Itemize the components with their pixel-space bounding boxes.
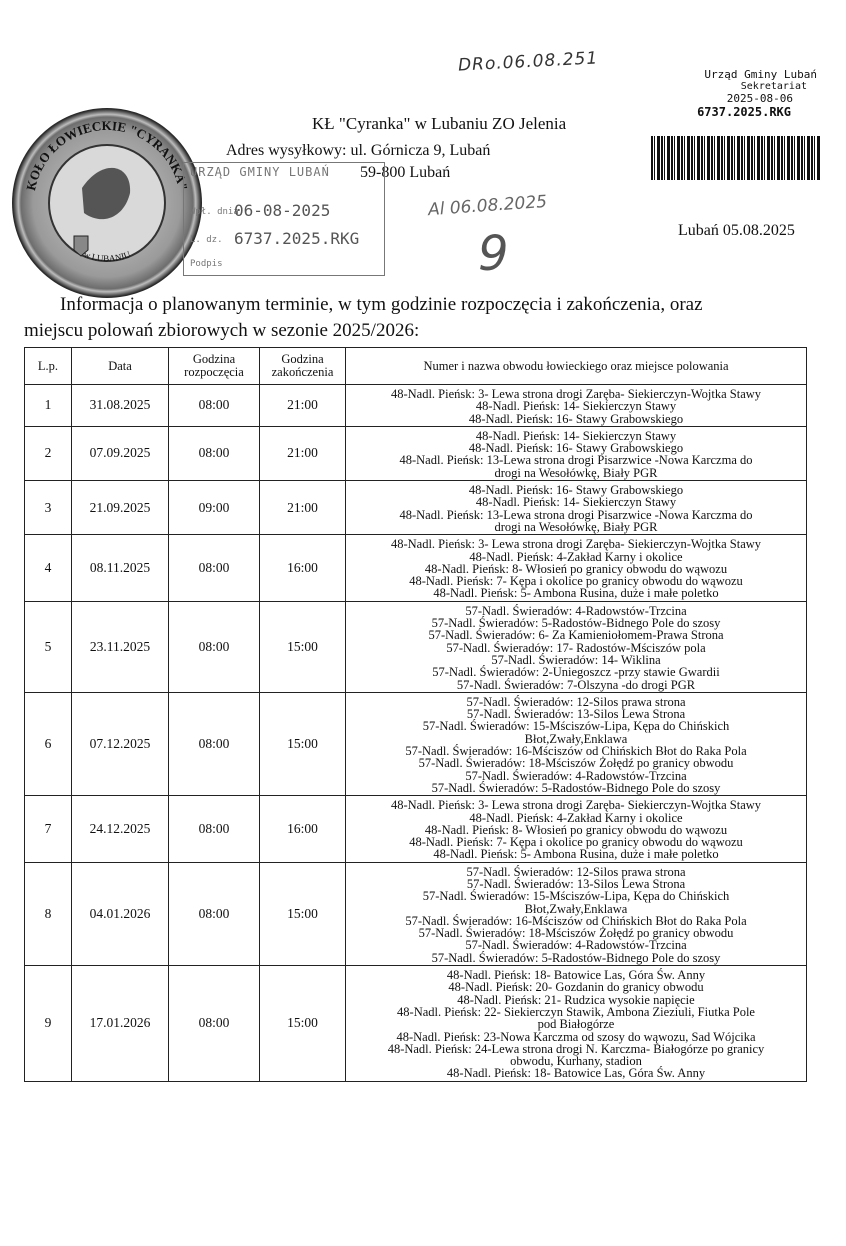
row-date: 17.01.2026	[72, 966, 169, 1082]
table-row	[25, 692, 807, 795]
row-end: 15:00	[260, 862, 346, 965]
row-end: 16:00	[260, 796, 346, 862]
registry-office: Urząd Gminy Lubań	[704, 68, 817, 81]
barcode	[651, 136, 821, 180]
table-body	[25, 385, 807, 1082]
location-line: 48-Nadl. Pieńsk: 16- Stawy Grabowskiego	[468, 411, 684, 426]
handwritten-received-note: Al 06.08.2025	[427, 191, 548, 221]
document-title	[24, 292, 824, 344]
location-line: 48-Nadl. Pieńsk: 14- Siekierczyn Stawy	[475, 428, 677, 443]
location-line: 48-Nadl. Pieńsk: 23-Nowa Karczma od szosy do wąwozu, Sad Wójcika	[396, 1029, 756, 1044]
row-lp: 9	[25, 966, 72, 1082]
row-lp: 3	[25, 481, 72, 535]
location-line: 48-Nadl. Pieńsk: 22- Siekierczyn Stawik, Ambona Zieziuli, Fiutka Pole	[397, 1004, 755, 1019]
row-start: 08:00	[169, 966, 260, 1082]
registry-number: 6737.2025.RKG	[697, 105, 791, 119]
location-line: 48-Nadl. Pieńsk: 4-Zakład Karny i okolice	[469, 549, 683, 564]
row-locations	[346, 966, 807, 1082]
location-line: 57-Nadl. Świeradów: 5-Radostów-Bidnego Pole do szosy	[431, 950, 721, 965]
title-line1: Informacja o planowanym terminie, w tym godzinie rozpoczęcia i zakończenia, oraz	[60, 294, 703, 315]
location-line: 57-Nadl. Świeradów: 5-Radostów-Bidnego Pole do szosy	[431, 780, 721, 795]
location-line: 57-Nadl. Świeradów: 7-Olszyna -do drogi PGR	[456, 677, 696, 692]
row-date: 07.12.2025	[72, 692, 169, 795]
row-date: 21.09.2025	[72, 481, 169, 535]
location-line: 48-Nadl. Pieńsk: 3- Lewa strona drogi Zaręba- Siekierczyn-Wojtka Stawy	[390, 387, 762, 401]
location-line: 48-Nadl. Pieńsk: 13-Lewa strona drogi Pisarzwice -Nowa Karczma do	[399, 507, 753, 522]
seal-ring-text	[12, 108, 202, 298]
row-date: 31.08.2025	[72, 385, 169, 427]
row-start: 08:00	[169, 426, 260, 480]
registry-date: 2025-08-06	[726, 92, 793, 105]
row-locations	[346, 692, 807, 795]
row-start: 08:00	[169, 862, 260, 965]
row-lp: 7	[25, 796, 72, 862]
registry-stamp	[637, 68, 817, 119]
row-start: 08:00	[169, 535, 260, 601]
hunting-club-seal	[12, 108, 202, 298]
location-line: 48-Nadl. Pieńsk: 16- Stawy Grabowskiego	[468, 441, 684, 456]
title-line2: miejscu polowań zbiorowych w sezonie 2025/2026:	[24, 320, 420, 341]
table-row	[25, 966, 807, 1082]
location-line: 48-Nadl. Pieńsk: 18- Batowice Las, Góra Św. Anny	[446, 968, 706, 983]
seal-top-text: KOŁO ŁOWIECKIE "CYRANKA"	[23, 117, 191, 192]
table-row	[25, 481, 807, 535]
row-start: 09:00	[169, 481, 260, 535]
row-lp: 5	[25, 601, 72, 692]
location-line: drogi na Wesołówkę, Biały PGR	[494, 519, 658, 534]
location-line: 48-Nadl. Pieńsk: 14- Siekierczyn Stawy	[475, 399, 677, 414]
table-row	[25, 535, 807, 601]
location-line: 48-Nadl. Pieńsk: 3- Lewa strona drogi Zaręba- Siekierczyn-Wojtka Stawy	[390, 537, 762, 552]
row-end: 15:00	[260, 692, 346, 795]
location-line: 57-Nadl. Świeradów: 16-Mściszów od Chińskich Błot do Raka Pola	[405, 913, 747, 928]
location-line: 57-Nadl. Świeradów: 18-Mściszów Żołędź po granicy obwodu	[418, 926, 734, 941]
row-end: 15:00	[260, 966, 346, 1082]
location-line: 57-Nadl. Świeradów: 18-Mściszów Żołędź po granicy obwodu	[418, 756, 734, 771]
table-row	[25, 426, 807, 480]
location-line: 48-Nadl. Pieńsk: 14- Siekierczyn Stawy	[475, 495, 677, 510]
entry-stamp-ldz-label: L. dz.	[190, 235, 223, 245]
row-locations	[346, 535, 807, 601]
header-date: Data	[72, 348, 169, 385]
row-lp: 4	[25, 535, 72, 601]
location-line: Błot,Zwały,Enklawa	[524, 731, 628, 746]
location-line: 48-Nadl. Pieńsk: 7- Kępa i okolice po granicy obwodu do wąwozu	[409, 835, 743, 850]
row-start: 08:00	[169, 796, 260, 862]
location-line: 48-Nadl. Pieńsk: 13-Lewa strona drogi Pisarzwice -Nowa Karczma do	[399, 453, 753, 468]
entry-stamp-ldz-value: 6737.2025.RKG	[234, 229, 360, 248]
location-line: 57-Nadl. Świeradów: 12-Silos prawa strona	[466, 864, 686, 879]
table-row	[25, 862, 807, 965]
location-line: drogi na Wesołówkę, Biały PGR	[494, 465, 658, 480]
location-line: Błot,Zwały,Enklawa	[524, 901, 628, 916]
location-line: 57-Nadl. Świeradów: 15-Mściszów-Lipa, Kępa do Chińskich	[422, 719, 730, 734]
location-line: 48-Nadl. Pieńsk: 8- Włosień po granicy obwodu do wąwozu	[424, 822, 728, 837]
location-line: 48-Nadl. Pieńsk: 3- Lewa strona drogi Zaręba- Siekierczyn-Wojtka Stawy	[390, 798, 762, 813]
table-row	[25, 385, 807, 427]
location-line: 48-Nadl. Pieńsk: 7- Kępa i okolice po granicy obwodu do wąwozu	[409, 574, 743, 589]
location-line: obwodu, Kurhany, stadion	[510, 1054, 642, 1069]
table-row	[25, 796, 807, 862]
header-lp: L.p.	[25, 348, 72, 385]
handwritten-number: 9	[478, 226, 509, 282]
location-line: 48-Nadl. Pieńsk: 8- Włosień po granicy obwodu do wąwozu	[424, 561, 728, 576]
header-end: Godzina zakończenia	[260, 348, 346, 385]
location-line: 48-Nadl. Pieńsk: 21- Rudzica wysokie napięcie	[457, 992, 695, 1007]
row-start: 08:00	[169, 385, 260, 427]
location-line: 48-Nadl. Pieńsk: 4-Zakład Karny i okolice	[469, 810, 683, 825]
location-line: 57-Nadl. Świeradów: 4-Radowstów-Trzcina	[465, 768, 687, 783]
location-line: 48-Nadl. Pieńsk: 18- Batowice Las, Góra Św. Anny	[446, 1066, 706, 1081]
location-line: 57-Nadl. Świeradów: 13-Silos Lewa Strona	[466, 876, 686, 891]
location-line: 48-Nadl. Pieńsk: 5- Ambona Rusina, duże i małe poletko	[433, 847, 719, 862]
location-line: 57-Nadl. Świeradów: 12-Silos prawa strona	[466, 694, 686, 709]
row-date: 08.11.2025	[72, 535, 169, 601]
location-line: 57-Nadl. Świeradów: 17- Radostów-Mściszów pola	[446, 640, 706, 655]
location-line: 48-Nadl. Pieńsk: 5- Ambona Rusina, duże i małe poletko	[433, 586, 719, 601]
seal-bottom-text: w LUBANIU	[82, 249, 132, 264]
location-line: 57-Nadl. Świeradów: 5-Radostów-Bidnego Pole do szosy	[431, 616, 721, 631]
sender-name: KŁ "Cyranka" w Lubaniu ZO Jelenia	[312, 114, 567, 133]
location-line: 57-Nadl. Świeradów: 15-Mściszów-Lipa, Kępa do Chińskich	[422, 889, 730, 904]
location-line: 48-Nadl. Pieńsk: 20- Gozdanin do granicy obwodu	[448, 980, 704, 995]
registry-dept: Sekretariat	[740, 81, 807, 92]
location-line: 48-Nadl. Pieńsk: 24-Lewa strona drogi N. Karczma- Białogórze po granicy	[387, 1041, 765, 1056]
location-line: 48-Nadl. Pieńsk: 16- Stawy Grabowskiego	[468, 483, 684, 498]
row-locations	[346, 601, 807, 692]
location-line: 57-Nadl. Świeradów: 13-Silos Lewa Strona	[466, 707, 686, 722]
entry-stamp-office: URZĄD GMINY LUBAŃ	[190, 165, 330, 179]
row-end: 21:00	[260, 385, 346, 427]
location-line: pod Białogórze	[537, 1017, 615, 1032]
row-end: 15:00	[260, 601, 346, 692]
row-locations	[346, 481, 807, 535]
row-date: 07.09.2025	[72, 426, 169, 480]
location-line: 57-Nadl. Świeradów: 14- Wiklina	[491, 652, 661, 667]
row-lp: 2	[25, 426, 72, 480]
entry-stamp-wpl-value: 06-08-2025	[234, 201, 331, 220]
location-line: 57-Nadl. Świeradów: 16-Mściszów od Chińskich Błot do Raka Pola	[405, 744, 747, 759]
row-end: 21:00	[260, 426, 346, 480]
row-start: 08:00	[169, 692, 260, 795]
place-date: Lubań 05.08.2025	[678, 222, 795, 239]
row-locations	[346, 426, 807, 480]
hunts-table	[24, 347, 807, 1082]
location-line: 57-Nadl. Świeradów: 6- Za Kamieniołomem-Prawa Strona	[428, 628, 724, 643]
row-lp: 1	[25, 385, 72, 427]
row-end: 16:00	[260, 535, 346, 601]
table-row	[25, 601, 807, 692]
row-end: 21:00	[260, 481, 346, 535]
sender-address-line1: Adres wysyłkowy: ul. Górnicza 9, Lubań	[226, 142, 491, 159]
row-date: 04.01.2026	[72, 862, 169, 965]
row-date: 23.11.2025	[72, 601, 169, 692]
entry-stamp-wpl-label: Wpł. dnia	[190, 207, 239, 217]
location-line: 57-Nadl. Świeradów: 4-Radowstów-Trzcina	[465, 938, 687, 953]
entry-stamp	[183, 162, 385, 276]
header-start: Godzina rozpoczęcia	[169, 348, 260, 385]
location-line: 57-Nadl. Świeradów: 4-Radowstów-Trzcina	[465, 603, 687, 618]
sender-address-line2: 59-800 Lubań	[360, 164, 451, 181]
row-start: 08:00	[169, 601, 260, 692]
row-date: 24.12.2025	[72, 796, 169, 862]
row-locations	[346, 385, 807, 427]
header-location: Numer i nazwa obwodu łowieckiego oraz miejsce polowania	[346, 348, 807, 385]
row-lp: 6	[25, 692, 72, 795]
handwritten-top-mark: DRo.06.08.251	[457, 48, 599, 76]
location-line: 57-Nadl. Świeradów: 2-Uniegoszcz -przy stawie Gwardii	[432, 665, 720, 680]
row-locations	[346, 862, 807, 965]
row-lp: 8	[25, 862, 72, 965]
row-locations	[346, 796, 807, 862]
table-header-row	[25, 348, 807, 385]
entry-stamp-podpis-label: Podpis	[190, 259, 223, 269]
